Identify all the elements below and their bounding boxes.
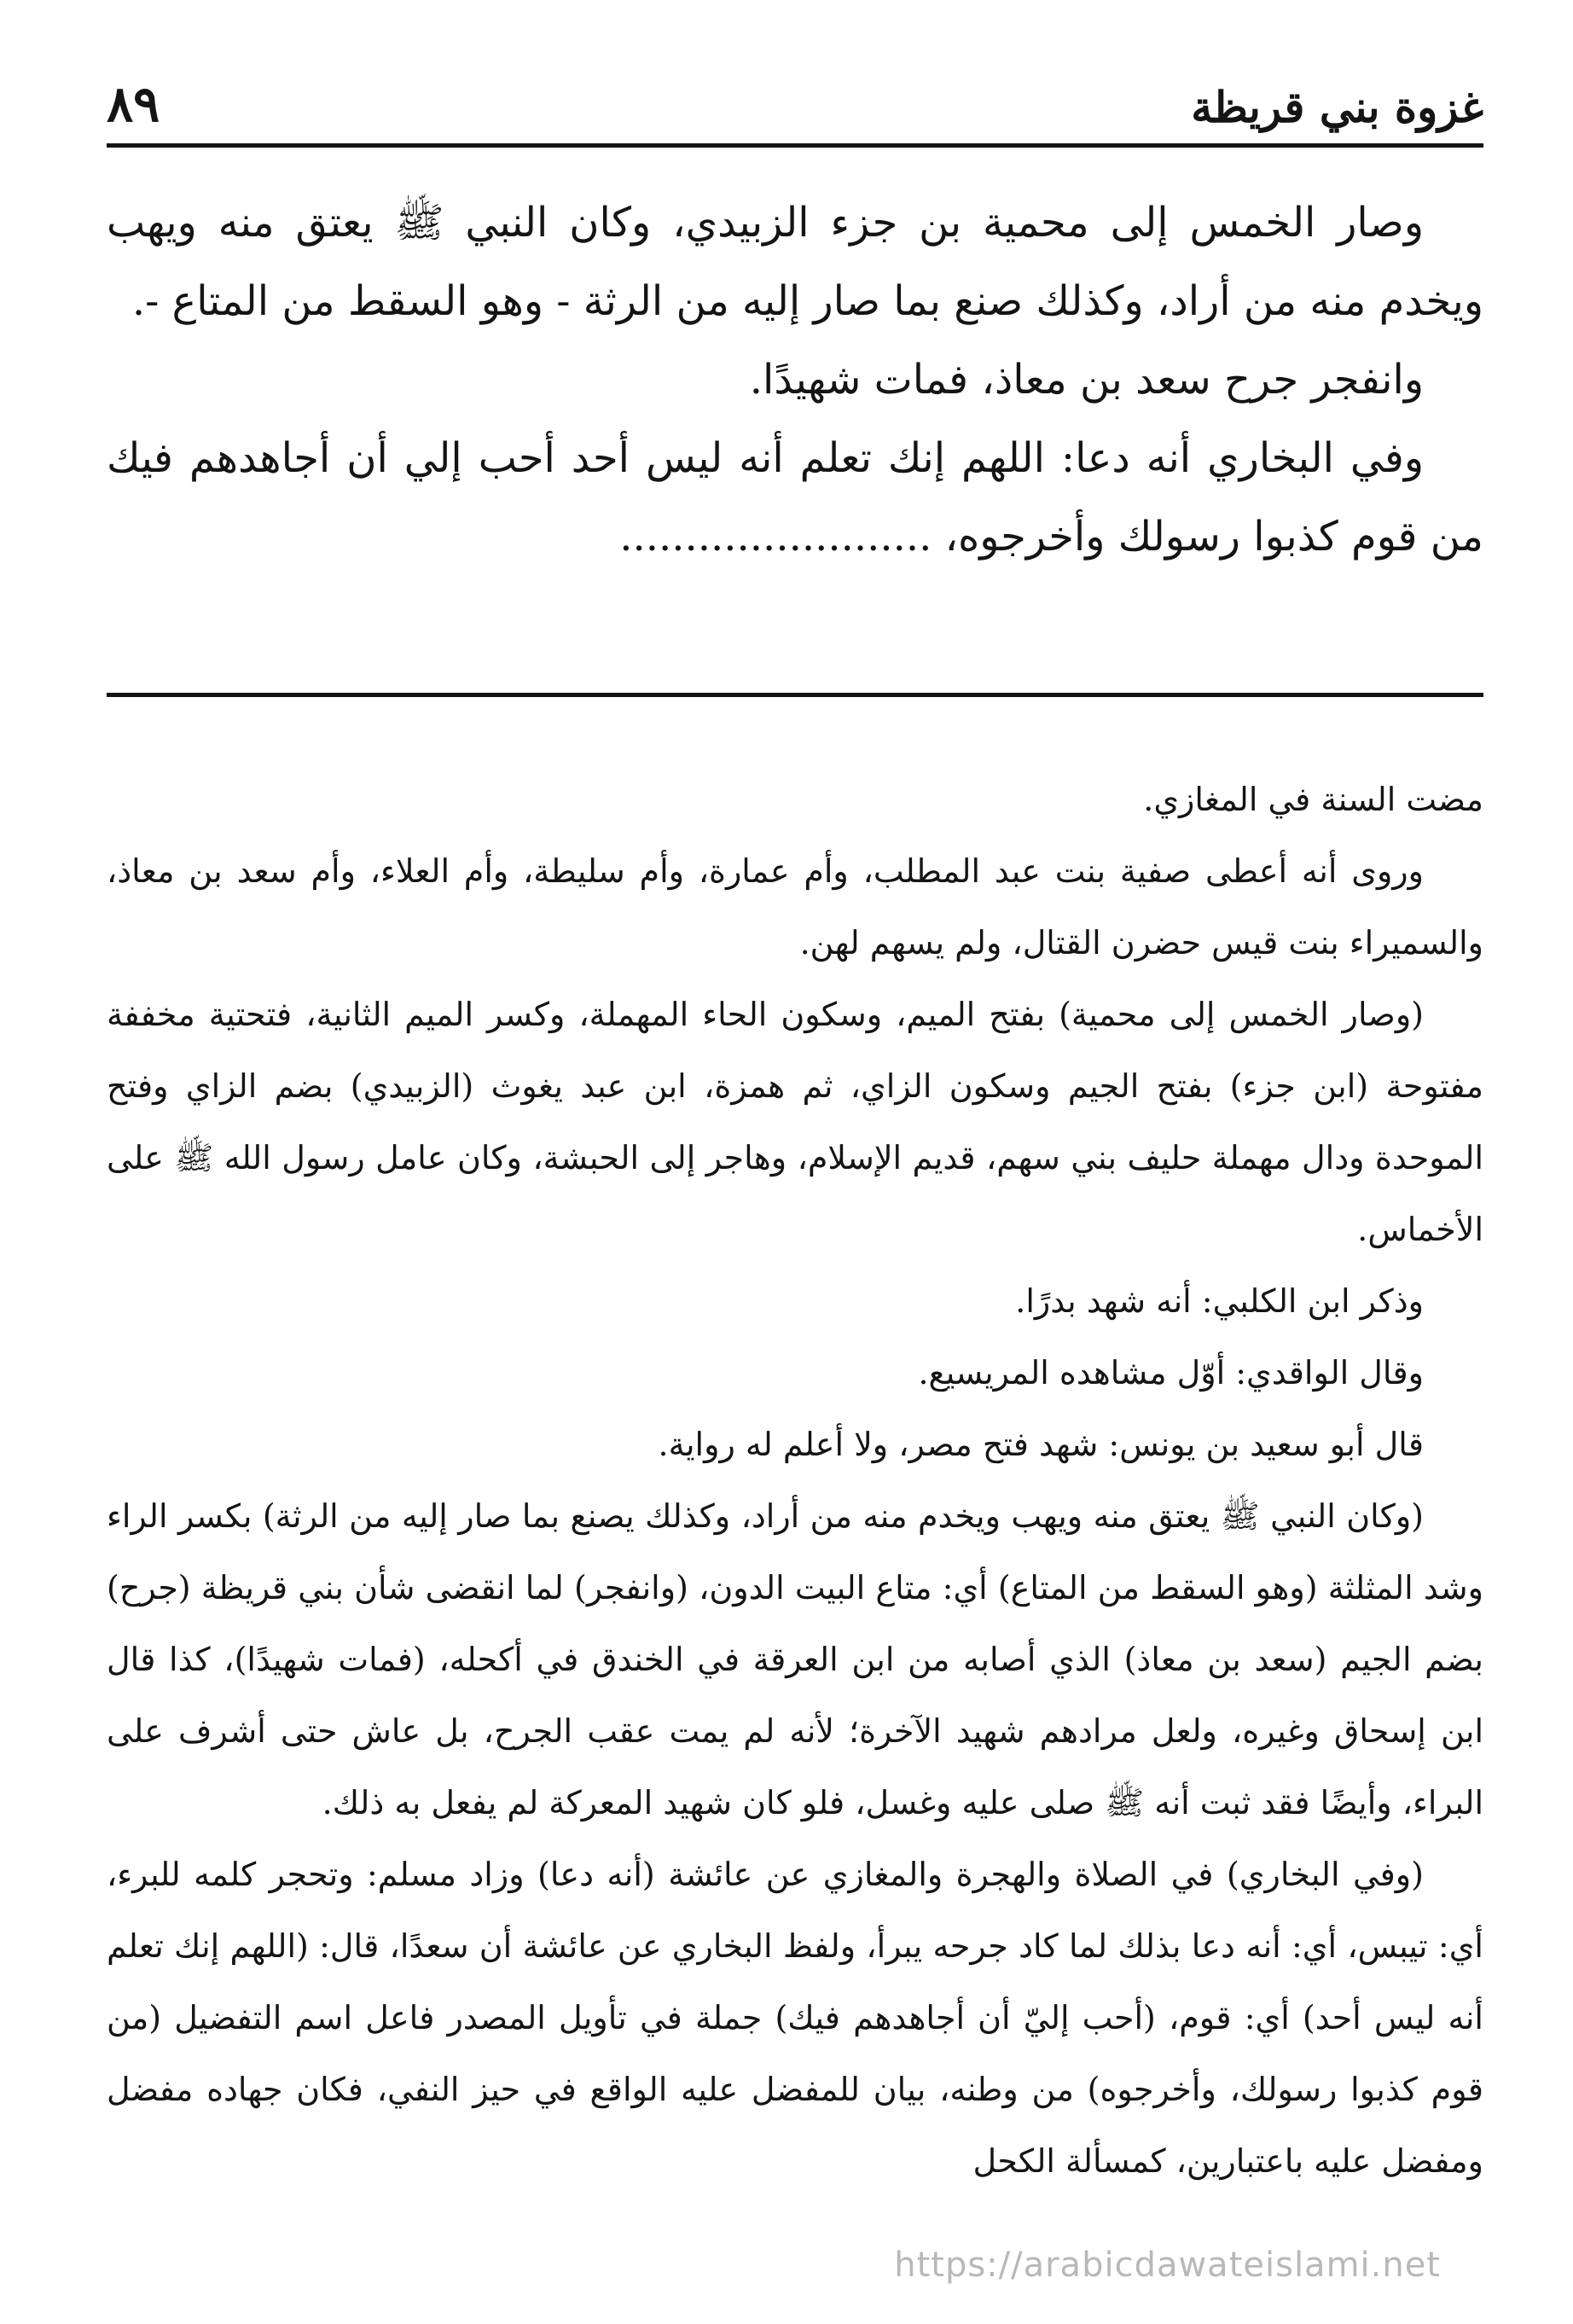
main-paragraph: وفي البخاري أنه دعا: اللهم إنك تعلم أنه ليس أحد أحب إلي أن أجاهدهم فيك من قوم كذبوا رسولك وأخرجوه، ........................ <box>107 434 1483 561</box>
commentary-paragraph: وقال الواقدي: أوّل مشاهده المريسيع. <box>918 1354 1424 1391</box>
commentary-paragraph: وروى أنه أعطى صفية بنت عبد المطلب، وأم عمارة، وأم سليطة، وأم العلاء، وأم سعد بن معاذ، والسميراء بنت قيس حضرن القتال، ولم يسهم لهن. <box>107 852 1483 962</box>
commentary-paragraph: قال أبو سعيد بن يونس: شهد فتح مصر، ولا أعلم له رواية. <box>658 1426 1424 1463</box>
commentary-paragraph: (وفي البخاري) في الصلاة والهجرة والمغازي عن عائشة (أنه دعا) وزاد مسلم: وتحجر كلمه للبرء، أي: تيبس، أي: أنه دعا بذلك لما كاد جرحه يبرأ، ولفظ البخاري عن عائشة أن سعدًا، قال: (اللهم إنك تعلم أنه ليس أحد) أي: قوم، (أحب إليّ أن أجاهدهم فيك) جملة في تأويل المصدر فاعل اسم التفضيل (من قوم كذبوا رسولك، وأخرجوه) من وطنه، بيان للمفضل عليه الواقع في حيز النفي، فكان جهاده مفضل ومفضل عليه باعتبارين، كمسألة الكحل <box>107 1856 1483 2180</box>
main-paragraph: وصار الخمس إلى محمية بن جزء الزبيدي، وكان النبي ﷺ يعتق منه ويهب ويخدم منه من أراد، وكذلك صنع بما صار إليه من الرثة - وهو السقط من المتاع -. <box>107 199 1483 325</box>
commentary-paragraph: (وكان النبي ﷺ يعتق منه ويهب ويخدم منه من أراد، وكذلك يصنع بما صار إليه من الرثة) بكسر الراء وشد المثلثة (وهو السقط من المتاع) أي: متاع البيت الدون، (وانفجر) لما انقضى شأن بني قريظة (جرح) بضم الجيم (سعد بن معاذ) الذي أصابه من ابن العرقة في الخندق في أكحله، (فمات شهيدًا)، كذا قال ابن إسحاق وغيره، ولعل مرادهم شهيد الآخرة؛ لأنه لم يمت عقب الجرح، بل عاش حتى أشرف على البراء، وأيضًا فقد ثبت أنه ﷺ صلى عليه وغسل، فلو كان شهيد المعركة لم يفعل به ذلك. <box>107 1497 1483 1821</box>
commentary-paragraph: مضت السنة في المغازي. <box>1143 781 1483 818</box>
header-rule <box>107 143 1483 148</box>
main-text-section <box>107 183 1483 576</box>
commentary-paragraph: وذكر ابن الكلبي: أنه شهد بدرًا. <box>1015 1282 1424 1320</box>
commentary-section <box>107 764 1483 2197</box>
page-number: ٨٩ <box>107 75 160 133</box>
chapter-title: غزوة بني قريظة <box>1191 82 1483 132</box>
page-header <box>107 60 1483 145</box>
section-divider <box>107 693 1483 697</box>
watermark-url: https://arabicdawateislami.net <box>894 2246 1441 2285</box>
commentary-paragraph: (وصار الخمس إلى محمية) بفتح الميم، وسكون الحاء المهملة، وكسر الميم الثانية، فتحتية مخففة مفتوحة (ابن جزء) بفتح الجيم وسكون الزاي، ثم همزة، ابن عبد يغوث (الزبيدي) بضم الزاي وفتح الموحدة ودال مهملة حليف بني سهم، قديم الإسلام، وهاجر إلى الحبشة، وكان عامل رسول الله ﷺ على الأخماس. <box>107 996 1483 1248</box>
main-paragraph: وانفجر جرح سعد بن معاذ، فمات شهيدًا. <box>749 356 1424 404</box>
